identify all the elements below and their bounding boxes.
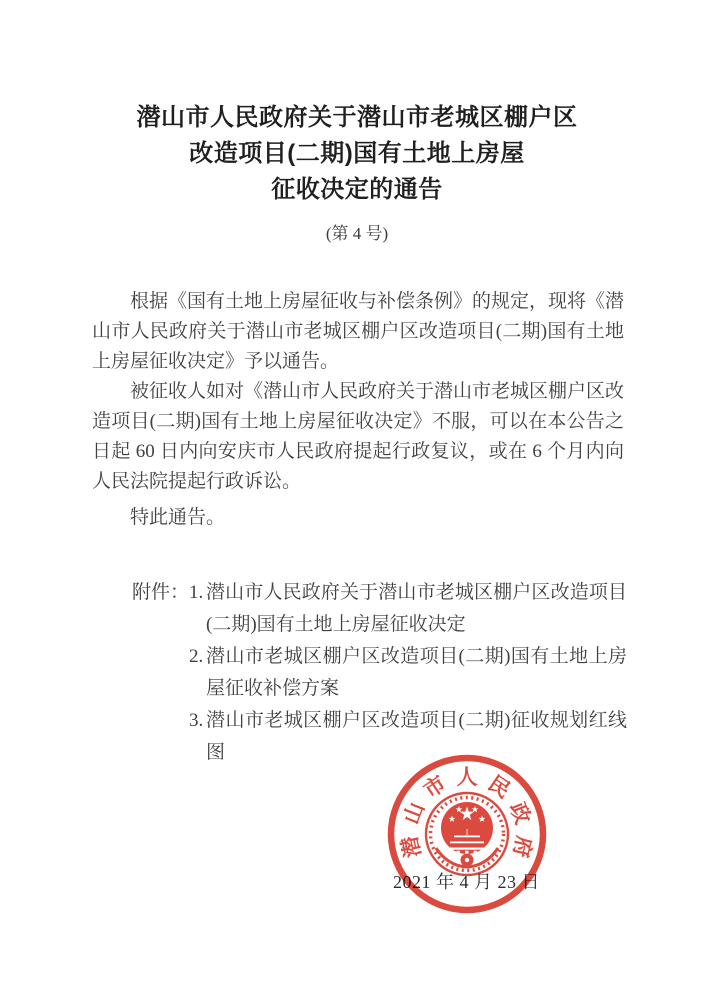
attachment-text: 潜山市人民政府关于潜山市老城区棚户区改造项目(二期)国有土地上房屋征收决定 [206, 582, 628, 635]
title-line-1: 潜山市人民政府关于潜山市老城区棚户区 [136, 104, 578, 131]
attachment-item [189, 577, 627, 641]
attachments-label: 附件： [132, 582, 190, 603]
document-body [92, 287, 624, 533]
attachment-text: 潜山市老城区棚户区改造项目(二期)征收规划红线图 [206, 710, 628, 763]
document-title [92, 100, 622, 208]
paragraph-appeal-rights: 被征收人如对《潜山市人民政府关于潜山市老城区棚户区改造项目(二期)国有土地上房屋征收决定》不服，可以在本公告之日起 60 日内向安庆市人民政府提起行政复议，或在 6 个月内向人民法院提起行政诉讼。 [92, 381, 625, 492]
svg-text:山: 山 [398, 799, 429, 828]
document-date: 2021 年 4 月 23 日 [393, 872, 540, 892]
svg-text:民: 民 [483, 771, 515, 803]
attachment-item [189, 641, 627, 705]
paragraph-basis: 根据《国有土地上房屋征收与补偿条例》的规定，现将《潜山市人民政府关于潜山市老城区棚户区改造项目(二期)国有土地上房屋征收决定》予以通告。 [92, 291, 625, 372]
document-number: (第 4 号) [325, 224, 389, 243]
svg-text:潜: 潜 [397, 833, 426, 860]
government-seal [382, 749, 552, 919]
title-line-2: 改造项目(二期)国有土地上房屋 [189, 140, 525, 167]
svg-text:市: 市 [419, 771, 451, 803]
attachment-text: 潜山市老城区棚户区改造项目(二期)国有土地上房屋征收补偿方案 [206, 646, 628, 699]
svg-text:人: 人 [456, 765, 478, 789]
attachments-list [189, 577, 627, 769]
attachments-section [132, 577, 627, 769]
attachment-number: 2. [189, 646, 204, 667]
closing-line: 特此通告。 [130, 507, 226, 528]
svg-text:政: 政 [505, 799, 536, 828]
national-emblem-icon [426, 793, 508, 875]
svg-text:府: 府 [508, 833, 537, 860]
title-line-3: 征收决定的通告 [271, 176, 443, 203]
attachment-number: 1. [189, 582, 204, 603]
attachment-number: 3. [189, 710, 204, 731]
